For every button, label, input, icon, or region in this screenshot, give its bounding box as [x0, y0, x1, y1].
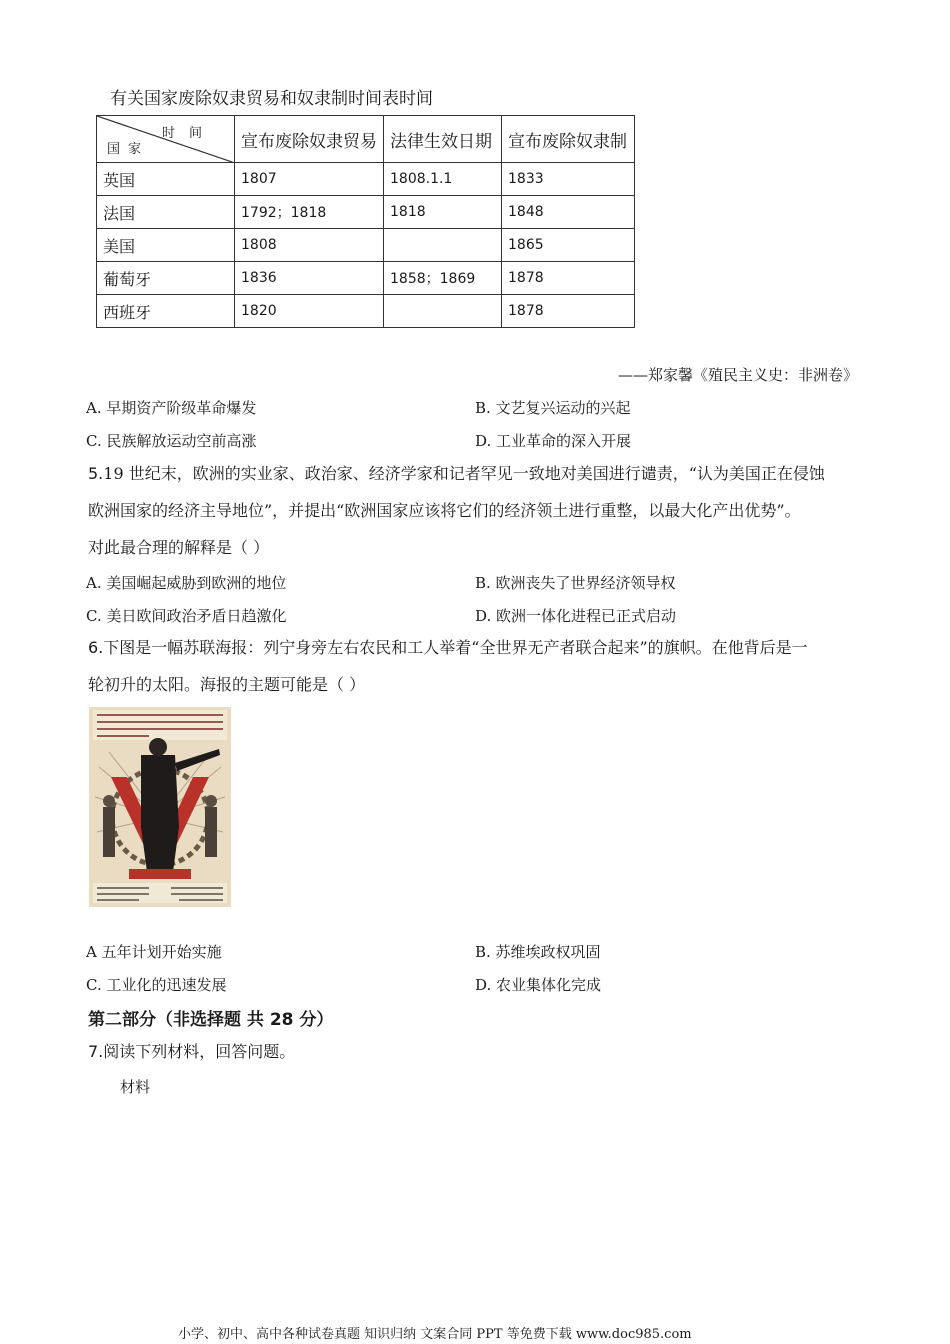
- q4-option-a: A. 早期资产阶级革命爆发: [86, 399, 257, 417]
- header-effective: 法律生效日期: [384, 116, 502, 163]
- cell-trade: 1807: [235, 163, 384, 196]
- q7-stem: 阅读下列材料，回答问题。: [103, 1042, 296, 1061]
- header-trade: 宣布废除奴隶贸易: [235, 116, 384, 163]
- cell-slavery: 1865: [502, 229, 635, 262]
- cell-slavery: 1878: [502, 295, 635, 328]
- cell-effective: 1808.1.1: [384, 163, 502, 196]
- cell-trade: 1820: [235, 295, 384, 328]
- cell-country: 法国: [97, 196, 235, 229]
- cell-effective: [384, 295, 502, 328]
- section-title: 第二部分（非选择题 共 28 分）: [88, 1010, 334, 1030]
- q5-option-a: A. 美国崛起威胁到欧洲的地位: [86, 574, 287, 592]
- q6-option-a: A 五年计划开始实施: [86, 943, 222, 961]
- q7-material-label: 材料: [120, 1078, 151, 1096]
- corner-label-time: 时间: [161, 126, 216, 141]
- q4-option-d: D. 工业革命的深入开展: [475, 432, 632, 450]
- cell-trade: 1808: [235, 229, 384, 262]
- table-header-row: [97, 116, 635, 163]
- cell-slavery: 1848: [502, 196, 635, 229]
- cell-trade: 1792；1818: [235, 196, 384, 229]
- q6-line-2: 轮初升的太阳。海报的主题可能是（ ）: [88, 675, 366, 694]
- cell-country: 美国: [97, 229, 235, 262]
- q5-line-3: 对此最合理的解释是（ ）: [88, 538, 270, 557]
- q5-stem-line-1: 19 世纪末，欧洲的实业家、政治家、经济学家和记者罕见一致地对美国进行谴责，“认为美国正在侵蚀: [103, 464, 825, 483]
- q6-option-c: C. 工业化的迅速发展: [86, 976, 227, 994]
- cell-effective: 1818: [384, 196, 502, 229]
- table-row: [97, 163, 635, 196]
- header-slavery: 宣布废除奴隶制: [502, 116, 635, 163]
- q6-option-b: B. 苏维埃政权巩固: [475, 943, 601, 961]
- cell-country: 英国: [97, 163, 235, 196]
- q4-option-c: C. 民族解放运动空前高涨: [86, 432, 257, 450]
- page-footer: 小学、初中、高中各种试卷真题 知识归纳 文案合同 PPT 等免费下载 www.doc985.com: [178, 1327, 692, 1342]
- cell-slavery: 1878: [502, 262, 635, 295]
- table-title: 有关国家废除奴隶贸易和奴隶制时间表时间: [110, 89, 433, 109]
- q5-option-b: B. 欧洲丧失了世界经济领导权: [475, 574, 676, 592]
- cell-slavery: 1833: [502, 163, 635, 196]
- cell-trade: 1836: [235, 262, 384, 295]
- q4-option-b: B. 文艺复兴运动的兴起: [475, 399, 631, 417]
- table-corner-cell: [97, 116, 235, 163]
- q5-number: 5.: [88, 464, 104, 483]
- table-row: [97, 229, 635, 262]
- q7-line: [88, 1042, 295, 1062]
- q5-line-2: 欧洲国家的经济主导地位”，并提出“欧洲国家应该将它们的经济领土进行重整，以最大化产出优势”。: [88, 501, 801, 520]
- q5-line-1: [88, 464, 825, 484]
- abolition-table: [96, 115, 635, 328]
- cell-effective: 1858；1869: [384, 262, 502, 295]
- table-row: [97, 196, 635, 229]
- cell-country: 葡萄牙: [97, 262, 235, 295]
- cell-effective: [384, 229, 502, 262]
- q6-option-d: D. 农业集体化完成: [475, 976, 602, 994]
- soviet-poster-image: [89, 707, 231, 907]
- q6-number: 6.: [88, 638, 104, 657]
- table-source: ——郑家馨《殖民主义史：非洲卷》: [617, 366, 858, 384]
- q6-stem-line-1: 下图是一幅苏联海报：列宁身旁左右农民和工人举着“全世界无产者联合起来”的旗帜。在他背后是一: [103, 638, 808, 657]
- q7-number: 7.: [88, 1042, 104, 1061]
- corner-label-country: 国家: [107, 142, 150, 157]
- q6-line-1: [88, 638, 808, 658]
- cell-country: 西班牙: [97, 295, 235, 328]
- table-row: [97, 262, 635, 295]
- q5-option-c: C. 美日欧间政治矛盾日趋激化: [86, 607, 287, 625]
- table-row: [97, 295, 635, 328]
- q5-option-d: D. 欧洲一体化进程已正式启动: [475, 607, 677, 625]
